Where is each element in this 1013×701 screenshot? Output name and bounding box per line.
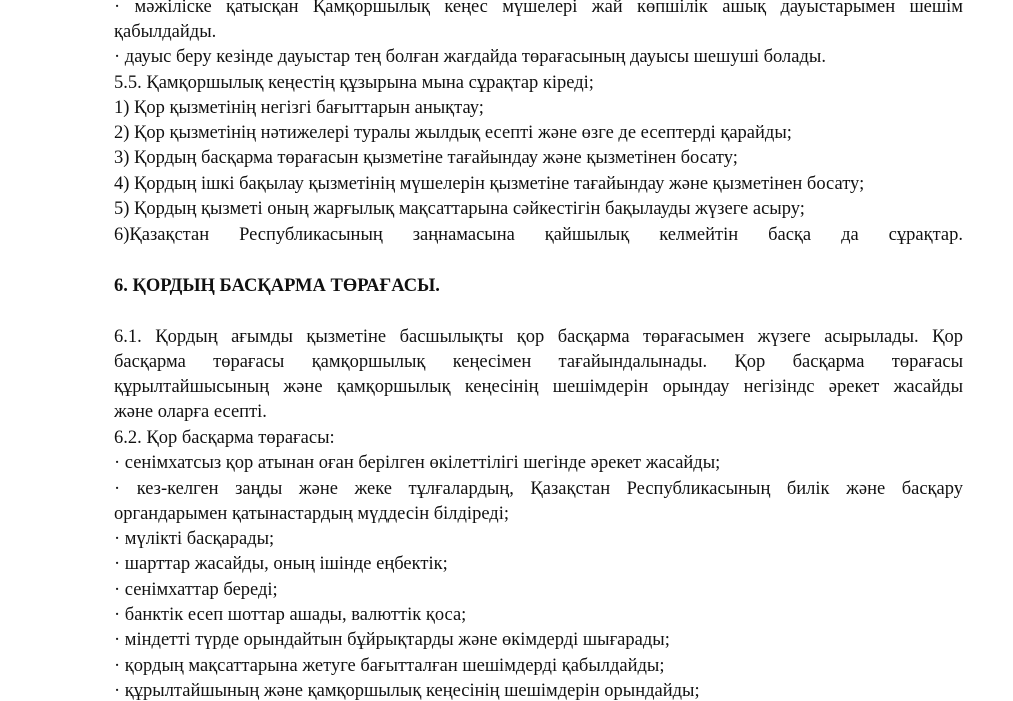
paragraph-line: қабылдайды. [114, 22, 217, 42]
list-item: · шарттар жасайды, оның ішінде еңбектік; [114, 554, 448, 574]
list-item: · сенімхатсыз қор атынан оған берілген өкілеттілігі шегінде әрекет жасайды; [114, 453, 721, 473]
list-item: · банктік есеп шоттар ашады, валюттік қоса; [114, 605, 467, 625]
paragraph-line: · мәжіліске қатысқан Қамқоршылық кеңес мүшелері жай көпшілік ашық дауыстарымен шешім [114, 0, 963, 17]
paragraph-line: 5.5. Қамқоршылық кеңестің құзырына мына сұрақтар кіреді; [114, 73, 594, 93]
list-item: 3) Қордың басқарма төрағасын қызметіне тағайындау және қызметінен босату; [114, 148, 738, 168]
list-item: · сенімхаттар береді; [114, 580, 278, 600]
list-item: · кез-келген заңды және жеке тұлғалардың, Қазақстан Республикасының билік және басқару [114, 479, 963, 499]
paragraph-line: · дауыс беру кезінде дауыстар тең болған жағдайда төрағасының дауысы шешуші болады. [114, 47, 826, 67]
list-item: 2) Қор қызметінің нәтижелері туралы жылдық есепті және өзге де есептерді қарайды; [114, 123, 792, 143]
paragraph-line: құрылтайшысының және қамқоршылық кеңесінің шешімдерін орындау негізіндс әрекет жасайды [114, 377, 963, 397]
list-item: · мүлікті басқарады; [114, 529, 275, 549]
section-heading: 6. ҚОРДЫҢ БАСҚАРМА ТӨРАҒАСЫ. [114, 276, 440, 296]
paragraph-line: 6.2. Қор басқарма төрағасы: [114, 428, 335, 448]
paragraph-line: 6.1. Қордың ағымды қызметіне басшылықты қор басқарма төрағасымен жүзеге асырылады. Қор [114, 327, 963, 347]
list-item: · міндетті түрде орындайтын бұйрықтарды және өкімдерді шығарады; [114, 630, 670, 650]
list-item: 6)Қазақстан Республикасының заңнамасына қайшылық келмейтін басқа да сұрақтар. [114, 225, 963, 245]
list-item: · құрылтайшының және қамқоршылық кеңесінің шешімдерін орындайды; [114, 681, 700, 701]
paragraph-line: басқарма төрағасы қамқоршылық кеңесімен тағайындалынады. Қор басқарма төрағасы [114, 352, 963, 372]
list-item: 1) Қор қызметінің негізгі бағыттарын анықтау; [114, 98, 484, 118]
list-item: 5) Қордың қызметі оның жарғылық мақсаттарына сәйкестігін бақылауды жүзеге асыру; [114, 199, 805, 219]
paragraph-line: және оларға есепті. [114, 402, 267, 422]
list-item: · қордың мақсаттарына жетуге бағытталған шешімдерді қабылдайды; [114, 656, 665, 676]
paragraph-line: органдарымен қатынастардың мүддесін білдіреді; [114, 504, 509, 524]
list-item: 4) Қордың ішкі бақылау қызметінің мүшелерін қызметіне тағайындау және қызметінен босату; [114, 174, 865, 194]
